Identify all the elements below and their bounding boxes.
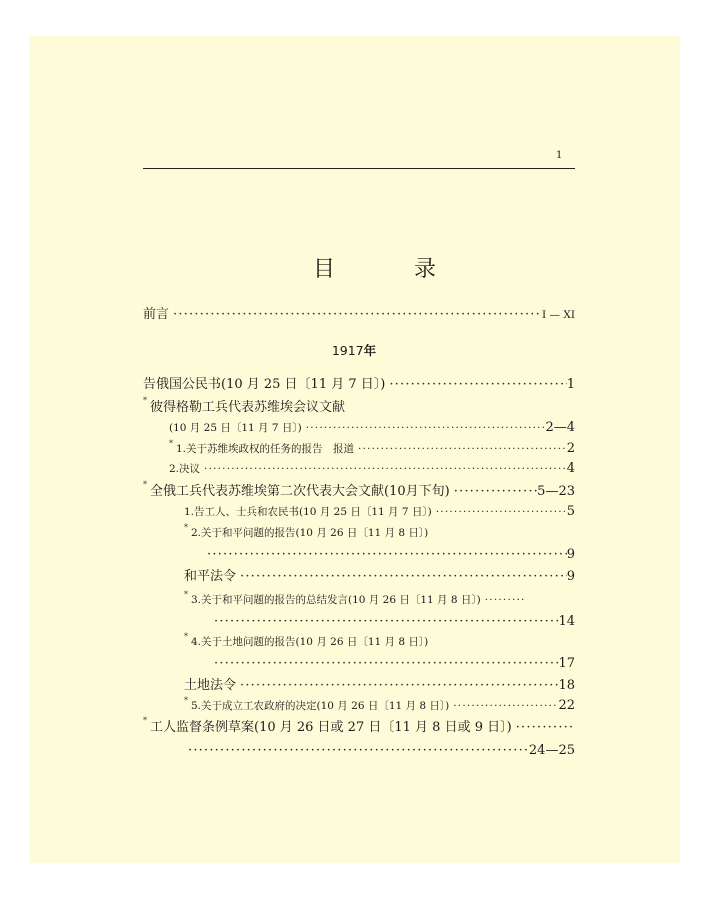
toc-entry[interactable] xyxy=(143,376,575,393)
leader-dots xyxy=(385,376,566,393)
entry-title: 5.关于成立工农政府的决定(10 月 26 日〔11 月 8 日〕) xyxy=(191,700,450,712)
entry-title: 前言 xyxy=(143,307,170,322)
leader-dots xyxy=(449,699,558,713)
leader-dots xyxy=(236,568,567,585)
entry-page: 22 xyxy=(558,699,575,713)
leader-dots xyxy=(200,462,567,476)
leader-dots xyxy=(236,677,558,694)
toc-entry[interactable] xyxy=(184,568,575,585)
entry-page: 17 xyxy=(558,656,575,671)
header-rule xyxy=(143,168,575,169)
leader-dots xyxy=(432,505,567,519)
leader-dots xyxy=(302,421,546,435)
toc-entry[interactable] xyxy=(191,526,575,540)
toc-entry[interactable] xyxy=(150,483,575,500)
entry-title: 告俄国公民书(10 月 25 日〔11 月 7 日〕) xyxy=(143,377,386,392)
entry-page: 9 xyxy=(566,547,575,562)
year-heading xyxy=(0,343,708,359)
toc-entry[interactable] xyxy=(191,699,575,713)
toc-entry[interactable] xyxy=(184,505,575,519)
entry-title: 2.决议 xyxy=(169,463,201,475)
annotation-star: * xyxy=(184,696,188,705)
entry-page: 14 xyxy=(558,614,575,629)
entry-title: (10 月 25 日〔11 月 7 日〕) xyxy=(169,422,302,434)
entry-title: 土地法令 xyxy=(184,678,237,693)
entry-page: 2—4 xyxy=(545,421,575,435)
leader-dots xyxy=(481,593,525,607)
leader-dots xyxy=(450,483,537,500)
entry-title: 1.告工人、士兵和农民书(10 月 25 日〔11 月 7 日〕) xyxy=(184,506,432,518)
toc-entry-continuation[interactable] xyxy=(203,546,575,563)
entry-title: 彼得格勒工兵代表苏维埃会议文献 xyxy=(150,400,346,415)
toc-title: 目 录 xyxy=(313,257,472,282)
toc-entry-continuation[interactable] xyxy=(210,655,575,672)
leader-dots xyxy=(512,719,572,736)
toc-entry[interactable] xyxy=(150,719,575,736)
annotation-star: * xyxy=(143,396,147,405)
toc-entry[interactable] xyxy=(150,399,575,416)
entry-title: 和平法令 xyxy=(184,569,237,584)
year-unit: 年 xyxy=(363,343,377,358)
toc-entry-continuation[interactable] xyxy=(169,421,575,435)
toc-entry[interactable] xyxy=(191,635,575,649)
leader-dots xyxy=(184,742,529,759)
leader-dots xyxy=(169,306,542,323)
entry-page: 2 xyxy=(566,442,575,456)
leader-dots xyxy=(203,546,567,563)
entry-title: 工人监督条例草案(10 月 26 日或 27 日〔11 月 8 日或 9 日〕) xyxy=(150,720,512,735)
leader-dots xyxy=(210,613,558,630)
entry-page: 5 xyxy=(566,505,575,519)
entry-title: 1.关于苏维埃政权的任务的报告 报道 xyxy=(176,443,355,455)
leader-dots xyxy=(354,442,567,456)
year-number: 1917 xyxy=(331,343,364,358)
annotation-star: * xyxy=(169,439,173,448)
entry-page: 4 xyxy=(566,462,575,476)
page-number: 1 xyxy=(556,150,563,161)
entry-title: 全俄工兵代表苏维埃第二次代表大会文献(10月下旬) xyxy=(150,484,450,499)
annotation-star: * xyxy=(184,632,188,641)
entry-page: 1 xyxy=(566,377,575,392)
toc-entry[interactable] xyxy=(176,442,575,456)
entry-page: I — XI xyxy=(542,309,575,321)
entry-title: 4.关于土地问题的报告(10 月 26 日〔11 月 8 日〕) xyxy=(191,636,429,648)
annotation-star: * xyxy=(184,590,188,599)
entry-page: 24—25 xyxy=(528,743,575,758)
entry-page: 9 xyxy=(566,569,575,584)
entry-title: 3.关于和平问题的报告的总结发言(10 月 26 日〔11 月 8 日〕) xyxy=(191,594,481,606)
entry-page: 18 xyxy=(558,678,575,693)
toc-entry[interactable] xyxy=(184,677,575,694)
toc-entry-continuation[interactable] xyxy=(184,742,575,759)
annotation-star: * xyxy=(143,480,147,489)
entry-title: 2.关于和平问题的报告(10 月 26 日〔11 月 8 日〕) xyxy=(191,527,429,539)
annotation-star: * xyxy=(143,716,147,725)
toc-entry[interactable] xyxy=(169,462,575,476)
toc-entry[interactable] xyxy=(191,593,575,607)
toc-entry-preface[interactable] xyxy=(143,306,575,324)
toc-entry-continuation[interactable] xyxy=(210,613,575,630)
leader-dots xyxy=(210,655,558,672)
annotation-star: * xyxy=(184,523,188,532)
entry-page: 5—23 xyxy=(537,484,575,499)
